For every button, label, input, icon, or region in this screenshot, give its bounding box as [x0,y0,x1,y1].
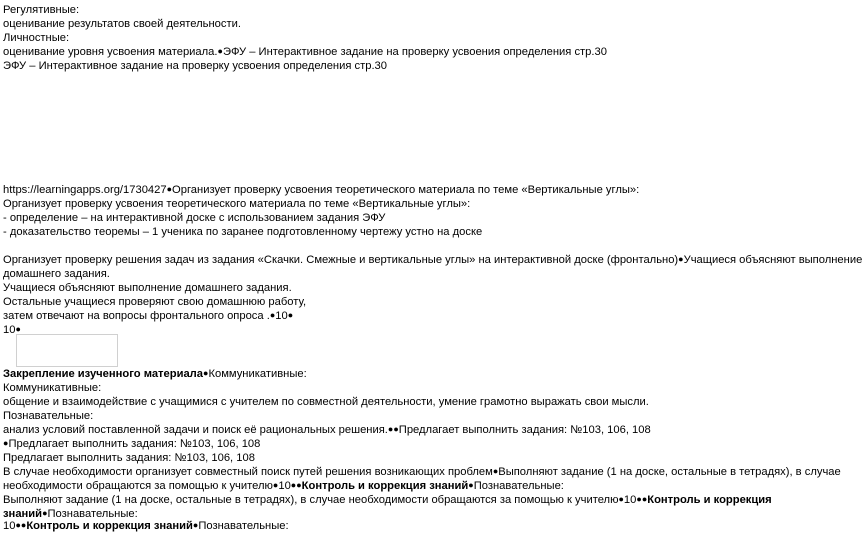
text-line [3,197,470,211]
bullet-icon: ● [290,480,297,490]
text: оценивание уровня усвоения материала. [3,46,218,58]
text: Коммуникативные: [3,382,102,394]
text: необходимости обращаются за помощью к учителю [3,480,273,492]
bullet-icon: ● [618,494,624,504]
text-line [3,479,564,493]
bullet-icon: ● [166,184,173,194]
bullet-icon: ● [287,310,294,320]
text-line [3,437,260,451]
text: 10 [3,520,16,532]
text: Предлагает выполнить задания: №103, 106, 108 [398,424,651,436]
text: Познавательные: [47,508,138,520]
text-line [3,409,93,423]
text-line [3,281,292,295]
text: Предлагает выполнить задания: №103, 106, 108 [3,452,255,464]
text-line [3,295,306,309]
bullet-icon: ● [3,438,9,448]
text-line [3,45,607,59]
text-line [3,17,241,31]
text: Организует проверку усвоения теоретического материала по теме «Вертикальные углы»: [172,184,640,196]
bullet-icon: ● [492,466,499,476]
text: домашнего задания. [3,268,110,280]
text: Учащиеся объясняют выполнение домашнего задания. [3,282,292,294]
bullet-icon: ● [192,520,199,530]
text-line [3,423,651,437]
bullet-icon: ● [15,324,21,334]
bullet-icon: ● [15,520,21,530]
text: анализ условий поставленной задачи и поиск её рациональных решения. [3,424,388,436]
text: 10 [278,480,291,492]
text: Организует проверку решения задач из задания «Скачки. Смежные и вертикальные углы» на интерактивной доске (фронтально) [3,254,679,266]
text: ЭФУ – Интерактивное задание на проверку усвоения определения стр.30 [222,46,607,58]
text: общение и взаимодействие с учащимися с учителем по совместной деятельности, умение грамотно выражать свои мысли. [3,396,649,408]
section-heading-control: Контроль и коррекция [647,494,772,506]
text: оценивание результатов своей деятельности. [3,18,241,30]
text: В случае необходимости организует совместный поиск путей решения возникающих проблем [3,466,493,478]
bullet-icon: ● [393,424,399,434]
text: - доказательство теоремы – 1 ученика по заранее подготовленному чертежу устно на доске [3,226,483,238]
text-line [3,381,101,395]
text-line [3,465,841,479]
bullet-icon: ● [641,494,648,504]
bullet-icon: ● [20,520,27,530]
bullet-icon: ● [296,480,302,490]
text-line [3,367,307,381]
text: Предлагает выполнить задания: №103, 106, 108 [8,438,261,450]
heading-personal: Личностные: [3,32,70,44]
text-line [3,253,862,267]
text: затем отвечают на вопросы фронтального опроса . [3,310,270,322]
text: Учащиеся объясняют выполнение [683,254,862,266]
text: Познавательные: [473,480,564,492]
text: Коммуникативные: [208,368,307,380]
text: 10 [3,324,16,336]
text-line [3,451,255,465]
bullet-icon: ● [217,46,223,56]
text-line [3,309,293,323]
text-line [3,59,387,73]
text: Организует проверку усвоения теоретического материала по теме «Вертикальные углы»: [3,198,471,210]
text: 10 [275,310,288,322]
text: Выполняют задание (1 на доске, остальные в тетрадях), в случае [498,466,841,478]
link-learningapps[interactable]: https://learningapps.org/1730427 [3,184,167,196]
bullet-icon: ● [269,310,276,320]
text-line [3,183,639,197]
heading-regulative: Регулятивные: [3,4,80,16]
text-line [3,211,385,225]
section-heading-control: Контроль и коррекция знаний [301,480,469,492]
section-heading-consolidation: Закрепление изученного материала [3,368,204,380]
text: Познавательные: [3,410,94,422]
bullet-icon: ● [203,368,209,378]
text-line [3,31,69,45]
text-line [3,267,110,281]
text: 10 [623,494,637,506]
bullet-icon: ● [636,494,642,504]
text: Остальные учащиеся проверяют свою домашнюю работу, [3,296,307,308]
text-line [3,3,79,17]
text-line [3,225,482,239]
empty-image-frame [16,334,118,367]
text: Выполняют задание (1 на доске, остальные в тетрадях), в случае необходимости обращаются за помощью к учителю [3,494,619,506]
text-line [3,493,772,507]
section-heading-control: знаний [3,508,43,520]
text: Познавательные: [198,520,289,532]
section-heading-control: Контроль и коррекция знаний [26,520,193,532]
text: ЭФУ – Интерактивное задание на проверку усвоения определения стр.30 [3,60,388,72]
bullet-icon: ● [42,508,48,518]
text-line [3,519,289,533]
bullet-icon: ● [678,254,684,264]
text-line [3,395,649,409]
text: - определение – на интерактивной доске с использованием задания ЭФУ [3,212,386,224]
bullet-icon: ● [387,424,394,434]
bullet-icon: ● [468,480,474,490]
bullet-icon: ● [272,480,279,490]
